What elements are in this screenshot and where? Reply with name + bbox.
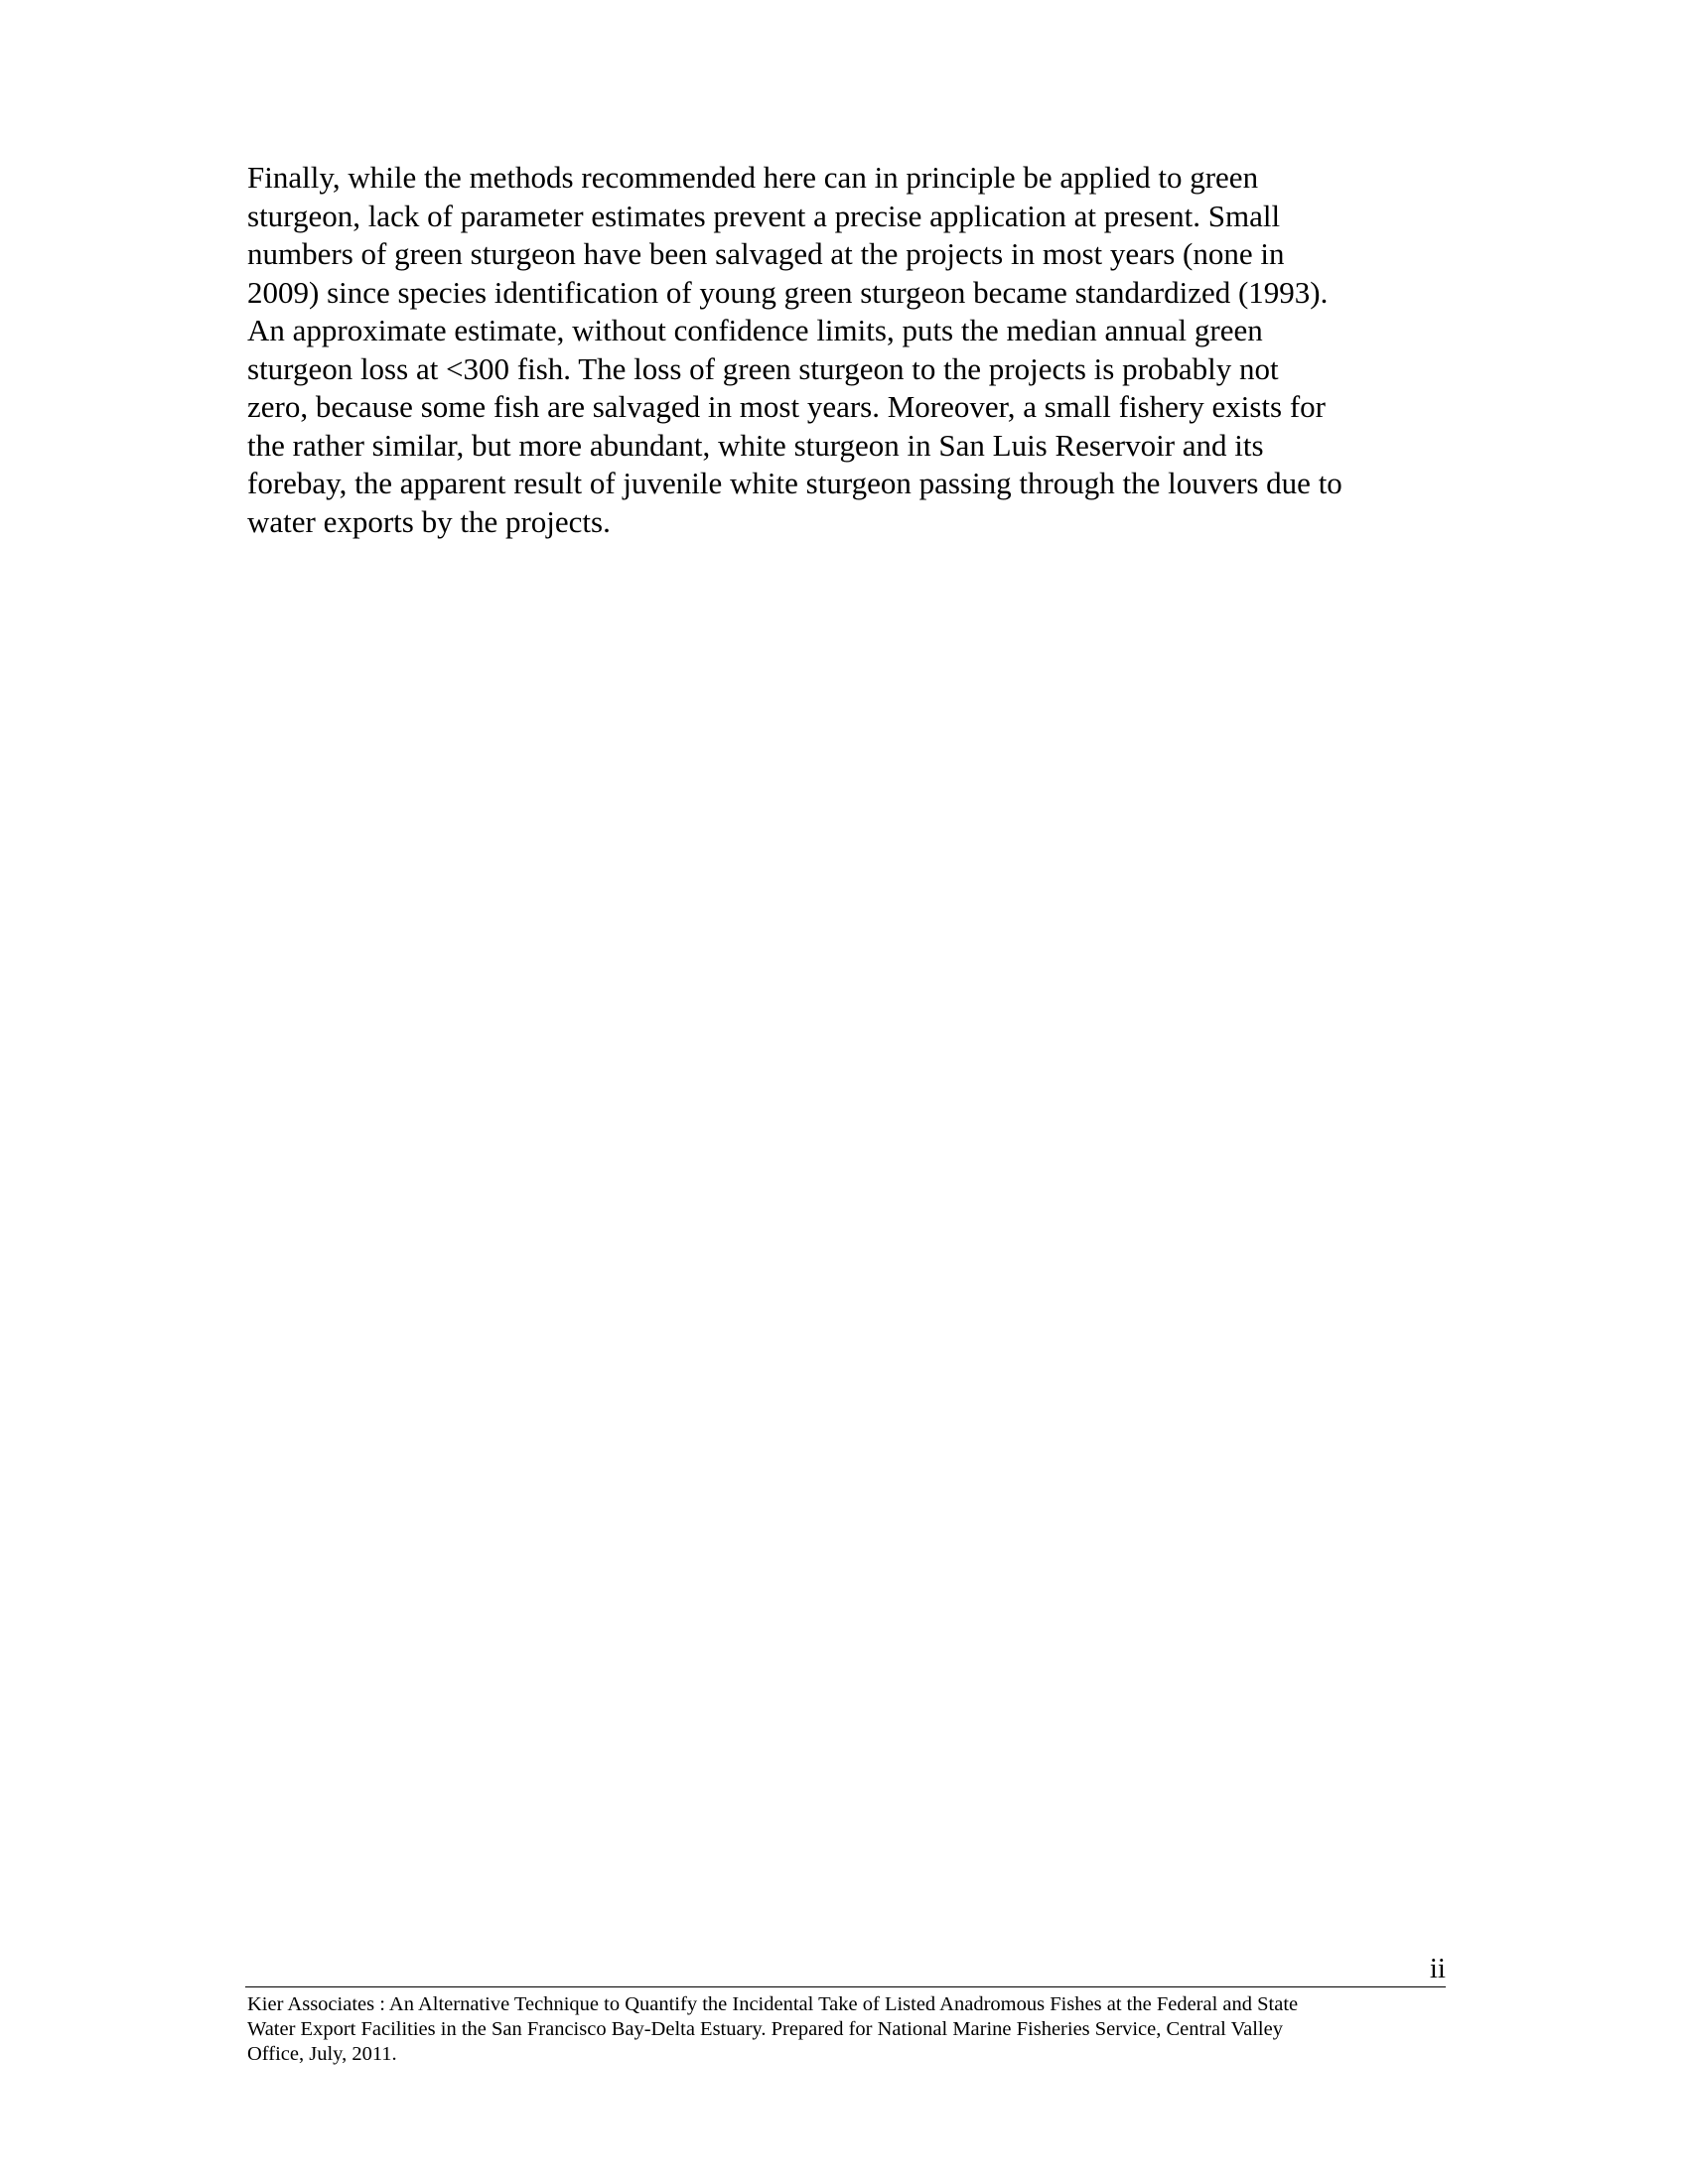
footer-divider: [245, 1986, 1446, 1987]
body-paragraph: [247, 159, 1439, 541]
page-number: ii: [1429, 1953, 1446, 1984]
footer-line: Office, July, 2011.: [247, 2043, 397, 2065]
body-line: sturgeon, lack of parameter estimates prevent a precise application at present. Small: [247, 198, 1281, 233]
body-line: forebay, the apparent result of juvenile white sturgeon passing through the louvers due to: [247, 466, 1342, 500]
body-line: numbers of green sturgeon have been salvaged at the projects in most years (none in: [247, 236, 1285, 271]
footer-citation: [247, 1992, 1439, 2067]
body-line: 2009) since species identification of young green sturgeon became standardized (1993).: [247, 274, 1329, 310]
body-line: zero, because some fish are salvaged in most years. Moreover, a small fishery exists for: [247, 389, 1326, 424]
footer-line: Water Export Facilities in the San Francisco Bay-Delta Estuary. Prepared for National Marine Fisheries Service, Central Valley: [247, 2018, 1283, 2040]
body-line: An approximate estimate, without confidence limits, puts the median annual green: [247, 313, 1263, 347]
body-line: the rather similar, but more abundant, white sturgeon in San Luis Reservoir and its: [247, 427, 1264, 463]
footer-line: Kier Associates : An Alternative Technique to Quantify the Incidental Take of Listed Anadromous Fishes at the Federal and State: [247, 1993, 1299, 2015]
body-line: water exports by the projects.: [247, 503, 611, 539]
body-line: Finally, while the methods recommended here can in principle be applied to green: [247, 160, 1259, 195]
body-line: sturgeon loss at <300 fish. The loss of green sturgeon to the projects is probably not: [247, 350, 1279, 386]
